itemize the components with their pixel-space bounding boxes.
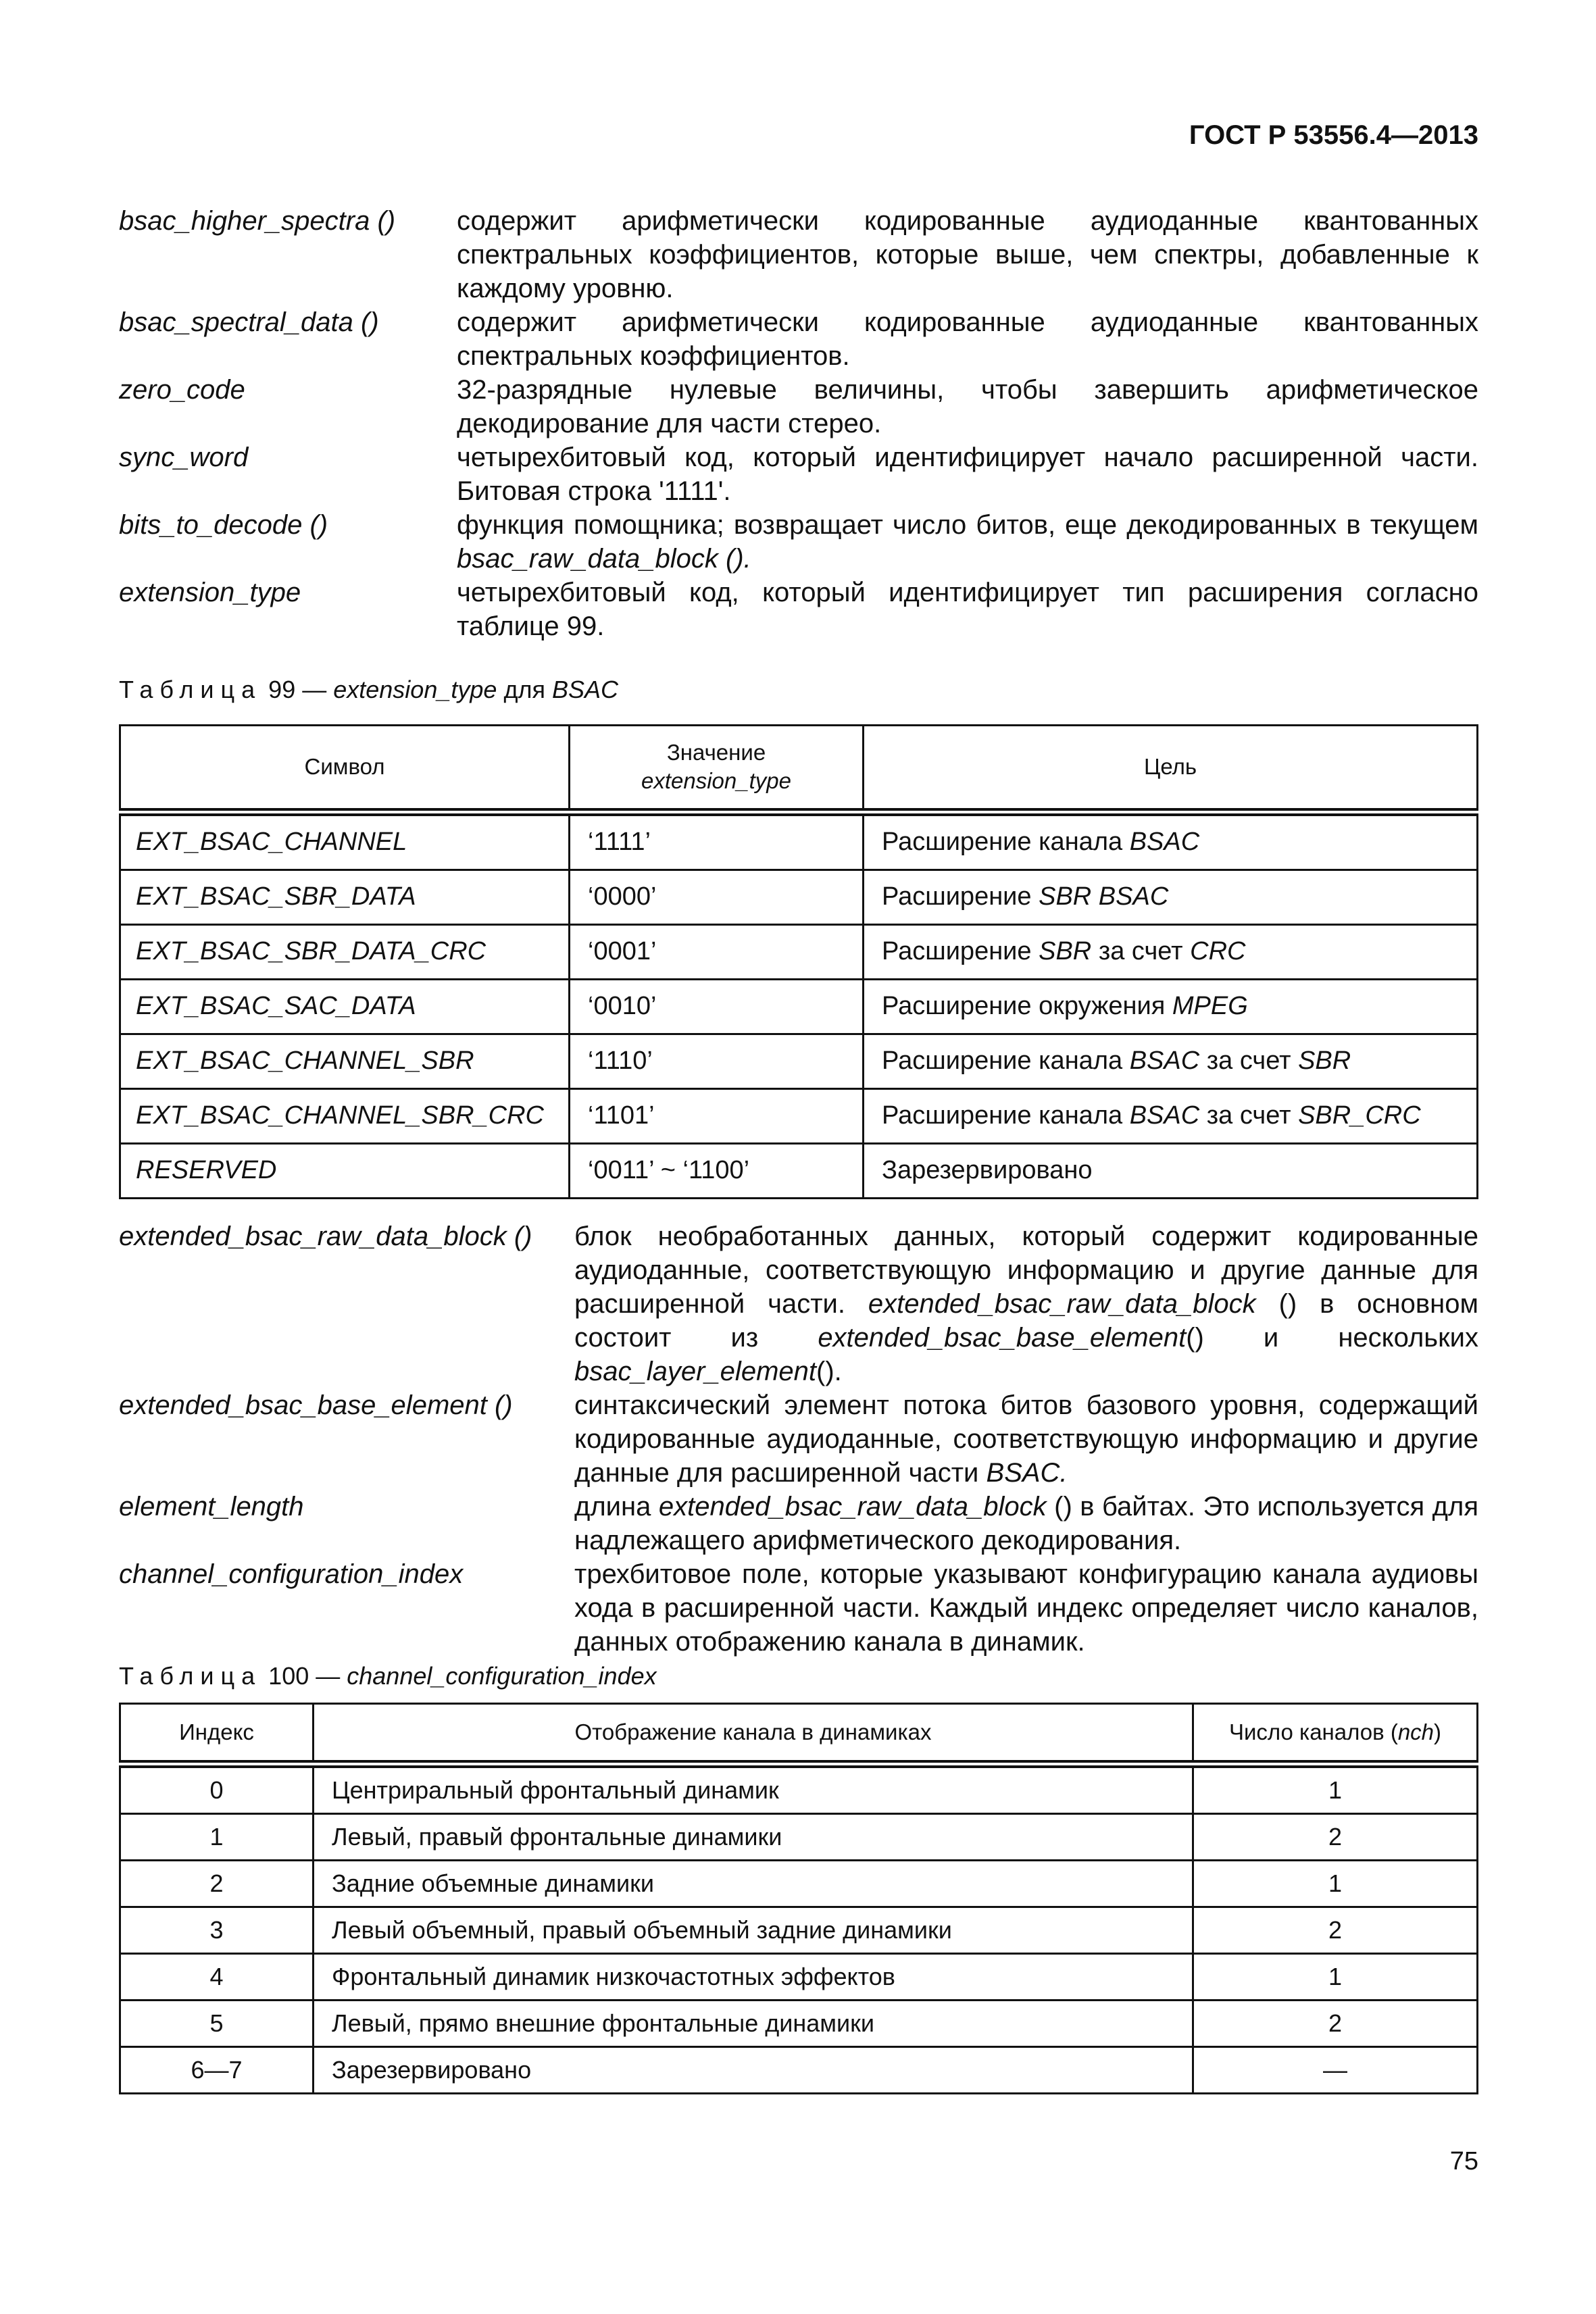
cell-mapping: Фронтальный динамик низкочастотных эффектов — [314, 1954, 1193, 2001]
table-row — [120, 870, 1478, 924]
cell-count: — — [1193, 2047, 1478, 2094]
cell-count: 1 — [1193, 1764, 1478, 1814]
column-header-count — [1193, 1704, 1478, 1765]
definition-item — [119, 1219, 1478, 1388]
cell-count: 2 — [1193, 1814, 1478, 1861]
definition-text-part: функция помощника; возвращает число битов, еще декодированных в текущем — [457, 510, 1478, 540]
caption-label: Таблица — [119, 1662, 262, 1690]
definition-item — [119, 204, 1478, 305]
column-header-purpose: Цель — [864, 726, 1478, 812]
definition-term: sync_word — [119, 443, 249, 472]
purpose-text: Расширение — [882, 937, 1032, 965]
column-header-index: Индекс — [120, 1704, 314, 1765]
page-number: 75 — [1449, 2147, 1478, 2175]
definition-item — [119, 441, 1478, 508]
cell-symbol: EXT_BSAC_CHANNEL — [120, 812, 570, 870]
purpose-italic: CRC — [1190, 937, 1246, 965]
cell-purpose — [864, 1143, 1478, 1198]
purpose-italic: BSAC — [1129, 1101, 1200, 1130]
cell-count: 1 — [1193, 1954, 1478, 2001]
cell-index: 2 — [120, 1861, 314, 1907]
definition-text: содержит арифметически кодированные аудиоданные квантованных спектральных коэффициентов, которые выше, чем спектры, добавленные к каждому уровню. — [457, 206, 1478, 303]
definition-text: 32-разрядные нулевые величины, чтобы завершить арифметическое декодирование для части стерео. — [457, 375, 1478, 438]
cell-value: ‘1111’ — [570, 812, 864, 870]
column-header-symbol: Символ — [120, 726, 570, 812]
definition-text: четырехбитовый код, который идентифицирует тип расширения согласно таблице 99. — [457, 578, 1478, 641]
purpose-text: Зарезервировано — [882, 1156, 1093, 1184]
definition-text-part: блок необработанных данных, который содержит кодированные аудиоданные, соответствующую информацию и другие данные для расширенной части. — [574, 1222, 1478, 1319]
definition-item — [119, 305, 1478, 373]
definition-text-part: () в байтах. Это используется для надлежащего арифметического декодирования. — [574, 1492, 1479, 1555]
purpose-text: Расширение канала — [882, 1047, 1123, 1075]
cell-count: 2 — [1193, 2001, 1478, 2047]
table-row — [120, 2047, 1478, 2094]
cell-symbol: EXT_BSAC_SBR_DATA — [120, 870, 570, 924]
table-row — [120, 924, 1478, 979]
caption-label: Таблица — [119, 676, 262, 703]
cell-index: 6—7 — [120, 2047, 314, 2094]
cell-mapping: Левый объемный, правый объемный задние динамики — [314, 1907, 1193, 1954]
header-line: Значение — [666, 740, 766, 765]
caption-italic: channel_configuration_index — [347, 1662, 657, 1690]
definition-term: extended_bsac_base_element () — [119, 1390, 513, 1420]
definition-text-italic: bsac_layer_element — [574, 1357, 816, 1386]
definition-text-part: длина — [574, 1492, 651, 1521]
table-99-caption — [119, 676, 618, 704]
definition-text: четырехбитовый код, который идентифицирует начало расширенной части. Битовая строка '1111'. — [457, 443, 1478, 506]
cell-index: 0 — [120, 1764, 314, 1814]
cell-index: 5 — [120, 2001, 314, 2047]
definition-text-part: синтаксический элемент потока битов базового уровня, содержащий кодированные аудиоданные, соответствующую информацию и другие данные для расширенной части — [574, 1390, 1478, 1488]
table-row — [120, 1088, 1478, 1143]
cell-value: ‘0001’ — [570, 924, 864, 979]
definition-text-italic: extended_bsac_raw_data_block — [868, 1289, 1256, 1319]
definition-text-part: () и нескольких — [1186, 1323, 1478, 1353]
definition-term: channel_configuration_index — [119, 1559, 464, 1589]
definition-item — [119, 508, 1478, 576]
definition-term: element_length — [119, 1492, 304, 1521]
header-italic: nch — [1397, 1719, 1435, 1744]
table-100 — [119, 1703, 1478, 2094]
table-99 — [119, 724, 1478, 1199]
definitions-top — [119, 204, 1478, 643]
cell-mapping: Зарезервировано — [314, 2047, 1193, 2094]
table-row — [120, 812, 1478, 870]
definition-term: bsac_higher_spectra () — [119, 206, 396, 236]
caption-number: 99 — — [268, 676, 327, 703]
purpose-text: Расширение канала — [882, 1101, 1123, 1130]
definition-text-italic: extended_bsac_base_element — [818, 1323, 1187, 1353]
purpose-italic: MPEG — [1172, 992, 1248, 1020]
definition-text: трехбитовое поле, которые указывают конфигурацию канала аудиовы хода в расширенной части. Каждый индекс определяет число каналов, данных отображению канала в динамик. — [574, 1559, 1478, 1657]
cell-value: ‘1101’ — [570, 1088, 864, 1143]
definition-term: zero_code — [119, 375, 245, 405]
header-text: ) — [1434, 1719, 1442, 1744]
definition-text-part: (). — [816, 1357, 842, 1386]
purpose-italic: BSAC — [1129, 828, 1200, 856]
cell-purpose — [864, 1034, 1478, 1088]
cell-value: ‘0000’ — [570, 870, 864, 924]
cell-purpose — [864, 812, 1478, 870]
cell-purpose — [864, 979, 1478, 1034]
purpose-text: за счет — [1206, 1101, 1291, 1130]
cell-mapping: Левый, прямо внешние фронтальные динамики — [314, 2001, 1193, 2047]
purpose-italic: SBR_CRC — [1298, 1101, 1421, 1130]
cell-index: 1 — [120, 1814, 314, 1861]
definition-term: extension_type — [119, 578, 301, 607]
table-row — [120, 1907, 1478, 1954]
definition-text-italic: BSAC. — [986, 1458, 1068, 1488]
header-text: Число каналов ( — [1228, 1719, 1398, 1744]
cell-index: 3 — [120, 1907, 314, 1954]
caption-italic: extension_type — [333, 676, 497, 703]
cell-value: ‘1110’ — [570, 1034, 864, 1088]
cell-value: ‘0010’ — [570, 979, 864, 1034]
caption-italic: BSAC — [551, 676, 619, 703]
definition-text: содержит арифметически кодированные аудиоданные квантованных спектральных коэффициентов. — [457, 307, 1478, 371]
purpose-italic: SBR BSAC — [1039, 882, 1169, 911]
cell-purpose — [864, 870, 1478, 924]
definition-text — [574, 1219, 1478, 1388]
cell-mapping: Левый, правый фронтальные динамики — [314, 1814, 1193, 1861]
purpose-text: Расширение — [882, 882, 1032, 911]
table-row — [120, 1954, 1478, 2001]
definition-item — [119, 576, 1478, 643]
definition-item — [119, 1490, 1478, 1557]
purpose-text: за счет — [1098, 937, 1183, 965]
cell-mapping: Задние объемные динамики — [314, 1861, 1193, 1907]
definition-term: extended_bsac_raw_data_block () — [119, 1222, 532, 1251]
purpose-text: за счет — [1206, 1047, 1291, 1075]
purpose-italic: BSAC — [1129, 1047, 1200, 1075]
definition-text — [574, 1490, 1478, 1557]
table-row — [120, 1034, 1478, 1088]
caption-text: для — [503, 676, 545, 703]
definition-item — [119, 373, 1478, 441]
definition-item — [119, 1557, 1478, 1659]
definition-term: bits_to_decode () — [119, 510, 328, 540]
purpose-italic: SBR — [1298, 1047, 1351, 1075]
cell-purpose — [864, 1088, 1478, 1143]
column-header-mapping: Отображение канала в динамиках — [314, 1704, 1193, 1765]
cell-value: ‘0011’ ~ ‘1100’ — [570, 1143, 864, 1198]
definition-term: bsac_spectral_data () — [119, 307, 379, 337]
caption-number: 100 — — [268, 1662, 341, 1690]
cell-index: 4 — [120, 1954, 314, 2001]
definition-text-italic: extended_bsac_raw_data_block — [658, 1492, 1047, 1521]
cell-count: 2 — [1193, 1907, 1478, 1954]
definition-text — [574, 1388, 1478, 1490]
definition-text — [457, 508, 1478, 576]
purpose-text: Расширение окружения — [882, 992, 1166, 1020]
column-header-value — [570, 726, 864, 812]
table-100-caption — [119, 1662, 657, 1690]
purpose-italic: SBR — [1039, 937, 1092, 965]
table-row — [120, 1814, 1478, 1861]
cell-symbol: RESERVED — [120, 1143, 570, 1198]
table-row — [120, 1861, 1478, 1907]
definition-text-italic: bsac_raw_data_block (). — [457, 544, 751, 574]
document-id: ГОСТ Р 53556.4—2013 — [1189, 120, 1478, 150]
table-row — [120, 1143, 1478, 1198]
table-row — [120, 1764, 1478, 1814]
cell-symbol: EXT_BSAC_CHANNEL_SBR_CRC — [120, 1088, 570, 1143]
table-row — [120, 979, 1478, 1034]
header-line-italic: extension_type — [641, 768, 791, 794]
cell-count: 1 — [1193, 1861, 1478, 1907]
cell-purpose — [864, 924, 1478, 979]
table-row — [120, 2001, 1478, 2047]
purpose-text: Расширение канала — [882, 828, 1123, 856]
cell-symbol: EXT_BSAC_SBR_DATA_CRC — [120, 924, 570, 979]
cell-mapping: Центриральный фронтальный динамик — [314, 1764, 1193, 1814]
definitions-mid — [119, 1219, 1478, 1659]
cell-symbol: EXT_BSAC_CHANNEL_SBR — [120, 1034, 570, 1088]
definition-text-part: () в основном состоит из — [574, 1289, 1478, 1353]
definition-item — [119, 1388, 1478, 1490]
cell-symbol: EXT_BSAC_SAC_DATA — [120, 979, 570, 1034]
